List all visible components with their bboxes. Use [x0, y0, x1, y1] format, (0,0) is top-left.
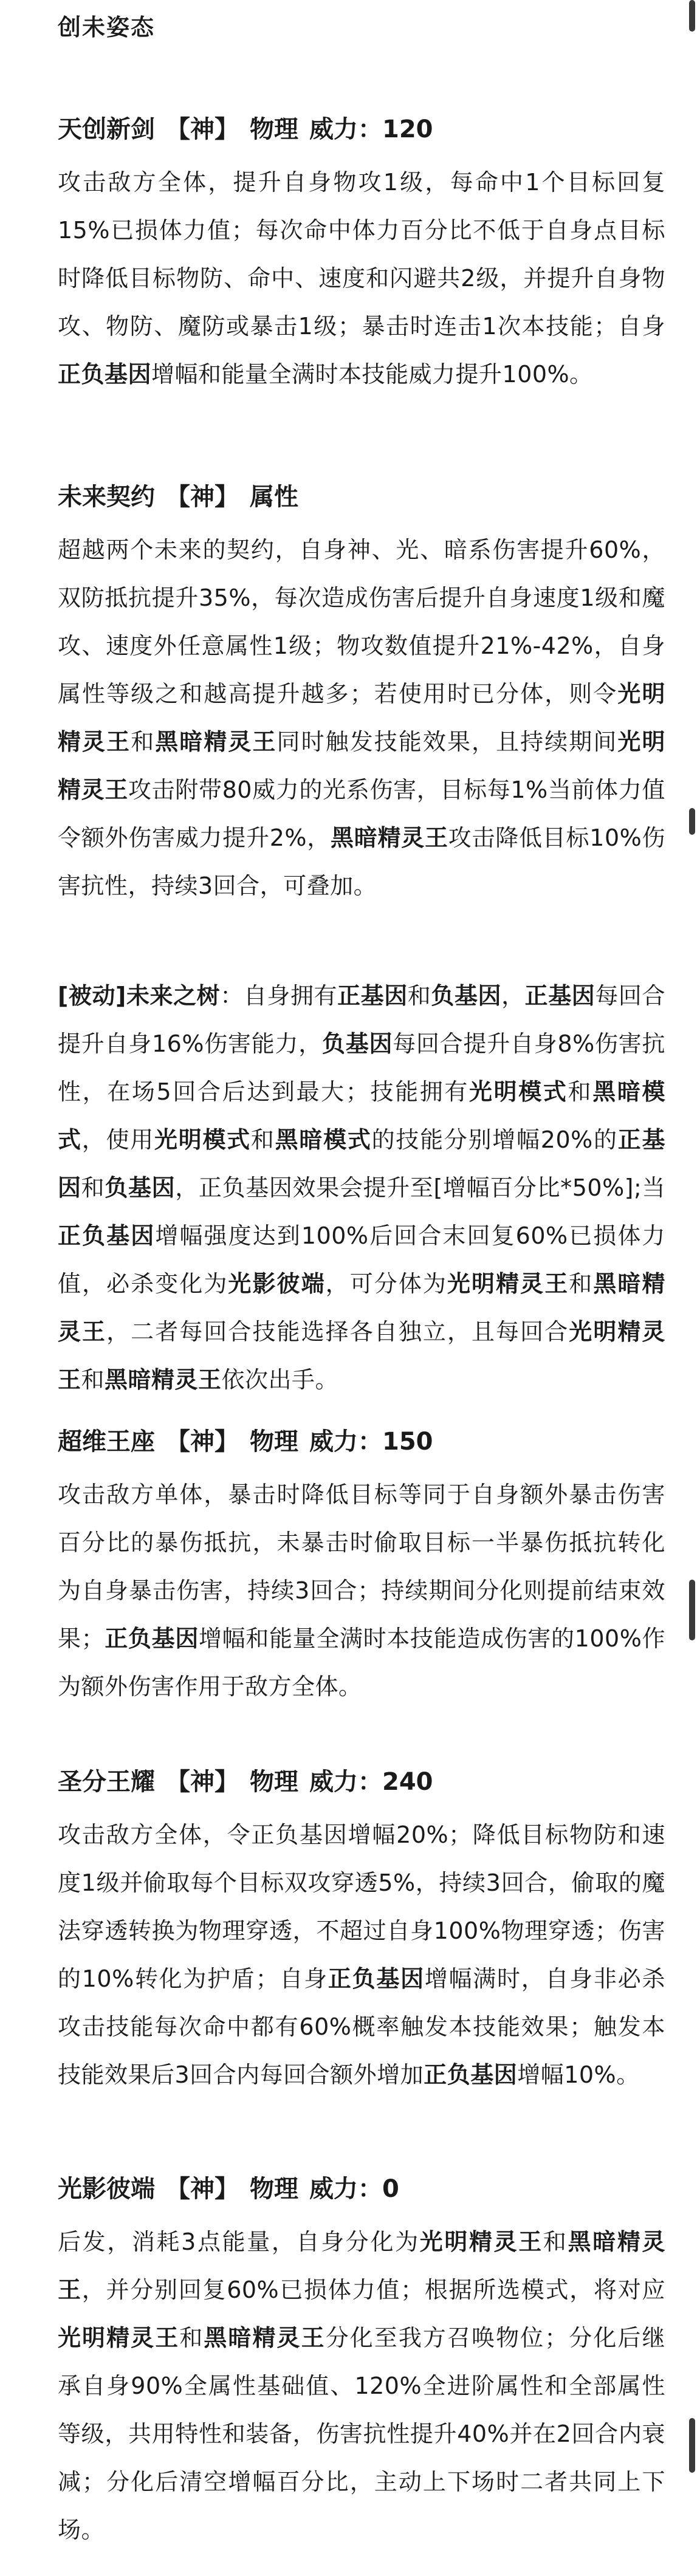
keyword: 光明模式	[154, 1126, 251, 1153]
desc-text: 和	[569, 1270, 594, 1297]
keyword: 光影彼端	[228, 1270, 326, 1297]
skill-power-label: 威力：	[309, 1428, 382, 1456]
keyword: 黑暗精灵王	[58, 2228, 665, 2303]
desc-text: ，二者每回合技能选择各自独立，且每回合	[106, 1318, 569, 1345]
skill-section	[58, 1765, 665, 2099]
keyword: 黑暗精灵王	[331, 824, 448, 851]
desc-text: 和	[81, 1366, 105, 1393]
desc-text: 和	[568, 1078, 593, 1105]
keyword: 光明精灵王	[447, 1270, 569, 1297]
desc-text: 攻击敌方单体，暴击时降低目标等同于自身额外暴击伤害百分比的暴伤抵抗，未暴击时偷取目标一半暴伤抵抗转化为自身暴击伤害，持续3回合；持续期间分化则提前结束效果；	[58, 1481, 665, 1652]
keyword: 黑暗模式	[58, 1078, 665, 1153]
keyword: 负基因	[105, 1174, 176, 1201]
skill-description	[58, 1811, 665, 2099]
skill-power-label: 威力：	[309, 1768, 382, 1796]
skill-type: 物理	[250, 1428, 298, 1456]
desc-text: 每回合提升自身8%伤害抗性，在场5回合后达到最大；技能拥有	[58, 1030, 665, 1105]
skill-power: 240	[382, 1768, 433, 1796]
skill-title	[58, 1425, 665, 1459]
skill-section	[58, 112, 665, 399]
skill-section	[58, 480, 665, 910]
skill-description	[58, 2218, 665, 2554]
keyword: [被动]未来之树	[58, 982, 221, 1009]
skill-title	[58, 480, 665, 514]
keyword: 光明精灵王	[58, 2324, 180, 2351]
desc-text: 后发，消耗3点能量，自身分化为	[58, 2228, 420, 2255]
skill-name: 圣分王耀	[58, 1768, 155, 1796]
keyword: 光明精灵王	[58, 728, 665, 803]
keyword: 正负基因	[328, 1965, 425, 1992]
skill-tag: 【神】	[166, 2175, 239, 2203]
desc-text: 和	[131, 728, 156, 755]
keyword: 光明模式	[469, 1078, 568, 1105]
scroll-indicator-bottom	[689, 2418, 695, 2473]
scroll-indicator-mid	[689, 808, 695, 835]
skill-tag: 【神】	[166, 1428, 239, 1456]
desc-text: 和	[543, 2228, 568, 2255]
keyword: 正负基因	[424, 2061, 518, 2088]
keyword: 黑暗模式	[275, 1126, 372, 1153]
skill-title	[58, 2172, 665, 2206]
desc-text: 攻击附带80威力的光系伤害，目标每1%当前体力值令额外伤害威力提升2%，	[58, 776, 665, 851]
skill-type: 属性	[250, 483, 298, 511]
keyword: 光明精灵王	[58, 680, 665, 755]
page-title: 创未姿态	[58, 14, 156, 41]
skill-power: 120	[382, 115, 433, 143]
desc-text: 分化至我方召唤物位；分化后继承自身90%全属性基础值、120%全进阶属性和全部属性等级，共用特性和装备，伤害抗性提升40%并在2回合内衰减；分化后清空增幅百分比，主动上下场时二者共同上下场。	[58, 2324, 665, 2543]
skill-section	[58, 1425, 665, 1711]
skill-description	[58, 159, 665, 399]
skill-tag: 【神】	[166, 483, 239, 511]
skill-description	[58, 972, 665, 1404]
skill-tag: 【神】	[166, 1768, 239, 1796]
skill-section	[58, 2172, 665, 2554]
keyword: 正基因	[337, 982, 408, 1009]
skill-type: 物理	[250, 1768, 298, 1796]
keyword: 负基因	[321, 1030, 393, 1057]
skill-description	[58, 526, 665, 910]
skill-name: 天创新剑	[58, 115, 155, 143]
desc-text: 和	[81, 1174, 105, 1201]
keyword: 正负基因	[58, 361, 152, 388]
scrollbar[interactable]	[682, 0, 700, 2576]
keyword: 正基因	[58, 1126, 665, 1201]
desc-text: ，并分别回复60%已损体力值；根据所选模式，将对应	[81, 2276, 665, 2303]
desc-text: 依次出手。	[221, 1366, 339, 1393]
keyword: 正基因	[524, 982, 595, 1009]
desc-text: 同时触发技能效果，且持续期间	[276, 728, 618, 755]
desc-text: 攻击降低目标10%伤害抗性，持续3回合，可叠加。	[58, 824, 665, 899]
skill-description	[58, 1471, 665, 1711]
skill-power: 150	[382, 1428, 433, 1456]
skill-name: 光影彼端	[58, 2175, 155, 2203]
desc-text: 和	[250, 1126, 275, 1153]
skill-type: 物理	[250, 115, 298, 143]
keyword: 光明精灵王	[419, 2228, 543, 2255]
desc-text: 的技能分别增幅20%的	[371, 1126, 618, 1153]
skill-section	[58, 972, 665, 1404]
keyword: 正负基因	[105, 1625, 199, 1652]
desc-text: ，可分体为	[325, 1270, 447, 1297]
skill-name: 未来契约	[58, 483, 155, 511]
desc-text: 和	[407, 982, 431, 1009]
desc-text: ：自身拥有	[220, 982, 338, 1009]
skill-title	[58, 112, 665, 146]
keyword: 黑暗精灵王	[58, 1270, 665, 1345]
skill-type: 物理	[250, 2175, 298, 2203]
scroll-indicator-lower	[689, 1580, 695, 1640]
desc-text: 增幅满时，自身非必杀攻击技能每次命中都有60%概率触发本技能效果；触发本技能效果后3回合内每回合额外增加	[58, 1965, 665, 2088]
keyword: 黑暗精灵王	[204, 2324, 326, 2351]
skill-power-label: 威力：	[309, 2175, 382, 2203]
desc-text: ，	[501, 982, 525, 1009]
desc-text: 超越两个未来的契约，自身神、光、暗系伤害提升60%，双防抵抗提升35%，每次造成伤害后提升自身速度1级和魔攻、速度外任意属性1级；物攻数值提升21%-42%，自身属性等级之和越高提升越多；若使用时已分体，则令	[58, 536, 665, 707]
desc-text: ，使用	[81, 1126, 154, 1153]
skill-name: 超维王座	[58, 1428, 155, 1456]
keyword: 黑暗精灵王	[155, 728, 277, 755]
skill-title	[58, 1765, 665, 1799]
desc-text: 增幅10%。	[517, 2061, 640, 2088]
skill-tag: 【神】	[166, 115, 239, 143]
desc-text: 增幅和能量全满时本技能造成伤害的100%作为额外伤害作用于敌方全体。	[58, 1625, 665, 1700]
keyword: 光明精灵王	[58, 1318, 665, 1393]
desc-text: ，正负基因效果会提升至[增幅百分比*50%];当	[175, 1174, 665, 1201]
scroll-indicator-top	[689, 0, 695, 32]
desc-text: 增幅和能量全满时本技能威力提升100%。	[151, 361, 593, 388]
keyword: 负基因	[431, 982, 502, 1009]
desc-text: 攻击敌方全体，令正负基因增幅20%；降低目标物防和速度1级并偷取每个目标双攻穿透5%，持续3回合，偷取的魔法穿透转换为物理穿透，不超过自身100%物理穿透；伤害的10%转化为护盾；自身	[58, 1821, 665, 1992]
desc-text: 攻击敌方全体，提升自身物攻1级，每命中1个目标回复15%已损体力值；每次命中体力百分比不低于自身点目标时降低目标物防、命中、速度和闪避共2级，并提升自身物攻、物防、魔防或暴击1级；暴击时连击1次本技能；自身	[58, 169, 665, 340]
desc-text: 增幅强度达到100%后回合末回复60%已损体力值，必杀变化为	[58, 1222, 665, 1297]
skill-power-label: 威力：	[309, 115, 382, 143]
skill-power: 0	[382, 2175, 399, 2203]
desc-text: 每回合提升自身16%伤害能力，	[58, 982, 665, 1057]
desc-text: 和	[179, 2324, 204, 2351]
keyword: 正负基因	[58, 1222, 156, 1249]
keyword: 黑暗精灵王	[105, 1366, 222, 1393]
